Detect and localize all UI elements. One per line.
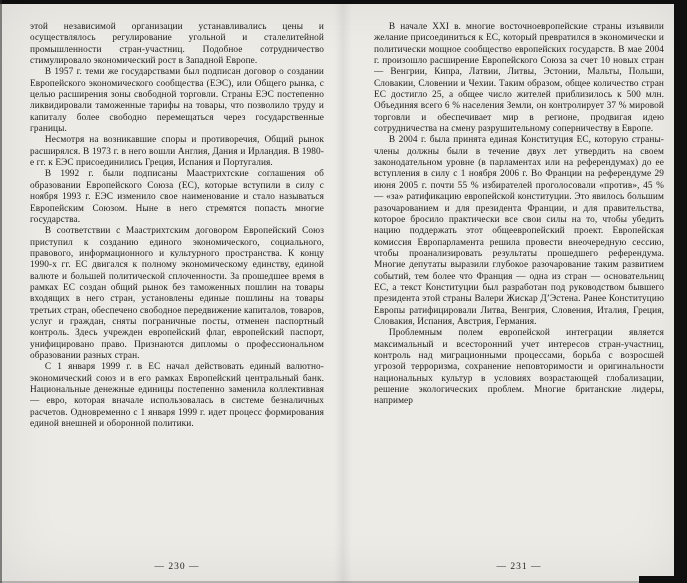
paragraph: Проблемным полем европейской интеграции является максимальный и всесторонний учет интересов стран-участниц, контроль над миграционными процессами, борьба с возросшей угрозой терроризма, сохранение неповторимости и оригинальности национальных культур в условиях возрастающей глобализации, решение экологических проблем. Многие британские лидеры, например	[374, 328, 664, 407]
paragraph: В 1957 г. теми же государствами был подписан договор о создании Европейского экономического сообщества (ЕЭС), или Общего рынка, с целью расширения зоны свободной торговли. Страны ЕЭС постепенно ликвидировали таможенные тарифы на товары, что позволило труду и капиталу более свободно перемещаться через государственные границы.	[30, 67, 324, 135]
left-page-number: — 230 —	[154, 562, 200, 572]
paragraph: С 1 января 1999 г. в ЕС начал действовать единый валютно-экономический союз и в его рамках Европейский центральный банк. Национальные денежные единицы постепенно заменила коллективная — евро, которая вначале использовалась в системе безналичных расчетов. Одновременно с 1 января 1999 г. идет процесс формирования единой внешней и оборонной политики.	[30, 362, 324, 430]
paragraph: В соответствии с Маастрихтским договором Европейский Союз приступил к созданию единого экономического, социального, правового, информационного и культурного пространства. К концу 1990-х гг. ЕС двигался к полному экономическому единству, единой валюте и большей политической сплоченности. За прошедшее время в рамках ЕС создан общий рынок без таможенных пошлин на товары входящих в него стран, установлены единые пошлины на товары третьих стран, обеспечено свободное передвижение капиталов, товаров, услуг и граждан, сняты пограничные посты, отменен паспортный контроль. Здесь учрежден европейский флаг, европейский паспорт, унифицировано право. Признаются дипломы о профессиональном образовании разных стран.	[30, 226, 324, 361]
scan-edge-top	[0, 0, 687, 4]
paragraph: Несмотря на возникавшие споры и противоречия, Общий рынок расширялся. В 1973 г. в него вошли Англия, Дания и Ирландия. В 1980-е гг. к ЕЭС присоединились Греция, Испания и Португалия.	[30, 135, 324, 169]
paragraph: В начале XXI в. многие восточноевропейские страны изъявили желание присоединиться к ЕС, который превратился в экономически и политически мощное сообщество европейских государств. В мае 2004 г. произошло расширение Европейского Союза за счет 10 новых стран — Венгрии, Кипра, Латвии, Литвы, Эстонии, Мальты, Польши, Словакии, Словении и Чехии. Таким образом, общее количество стран ЕС достигло 25, а общее число жителей приблизилось к 500 млн. Объединяя всего 6 % населения Земли, он контролирует 37 % мировой торговли и обеспечивает мир в регионе, продвигая идею сотрудничества на смену разрушительному соперничеству в Европе.	[374, 22, 664, 135]
right-page-number: — 231 —	[496, 562, 542, 572]
book-spread	[10, 10, 670, 576]
scan-edge-right	[674, 0, 687, 583]
scan-edge-corner	[639, 576, 687, 583]
left-page-text	[30, 22, 324, 559]
scan-edge-left	[0, 0, 2, 583]
right-page-text	[374, 22, 664, 559]
paragraph: В 1992 г. были подписаны Маастрихтские соглашения об образовании Европейского Союза (ЕС), которые вступили в силу с ноября 1993 г. ЕЭС изменило свое наименование и стало называться Европейским Союзом. Ныне в него стремятся попасть многие государства.	[30, 169, 324, 225]
left-page	[10, 10, 340, 576]
paragraph: В 2004 г. была принята единая Конституция ЕС, которую страны-члены должны были в течение двух лет утвердить на своем законодательном уровне (в парламентах или на референдумах) до ее вступления в силу с 1 ноября 2006 г. Во Франции на референдуме 29 июня 2005 г. почти 55 % избирателей проголосовали «против», 45 % — «за» ратификацию европейской конституции. Это явилось большим разочарованием и для президента Франции, и для правительства, которое бросило практически все свои силы на то, чтобы убедить нацию поддержать этот общеевропейский проект. Европейская комиссия Европарламента решила провести внеочередную сессию, чтобы проанализировать результаты прошедшего референдума. Многие депутаты выразили глубокое разочарование таким развитием событий, тем более что Франция — одна из стран — основательниц ЕС, а текст Конституции был разработан под руководством бывшего президента этой страны Валери Жискар Д’Эстена. Ранее Конституцию Европы ратифицировали Литва, Венгрия, Словения, Италия, Греция, Словакия, Испания, Австрия, Германия.	[374, 135, 664, 327]
right-page	[340, 10, 670, 576]
paragraph: этой независимой организации устанавливались цены и осуществлялось регулирование угольной и сталелитейной промышленности стран-участниц. Подобное сотрудничество стимулировало экономический рост в Западной Европе.	[30, 22, 324, 67]
